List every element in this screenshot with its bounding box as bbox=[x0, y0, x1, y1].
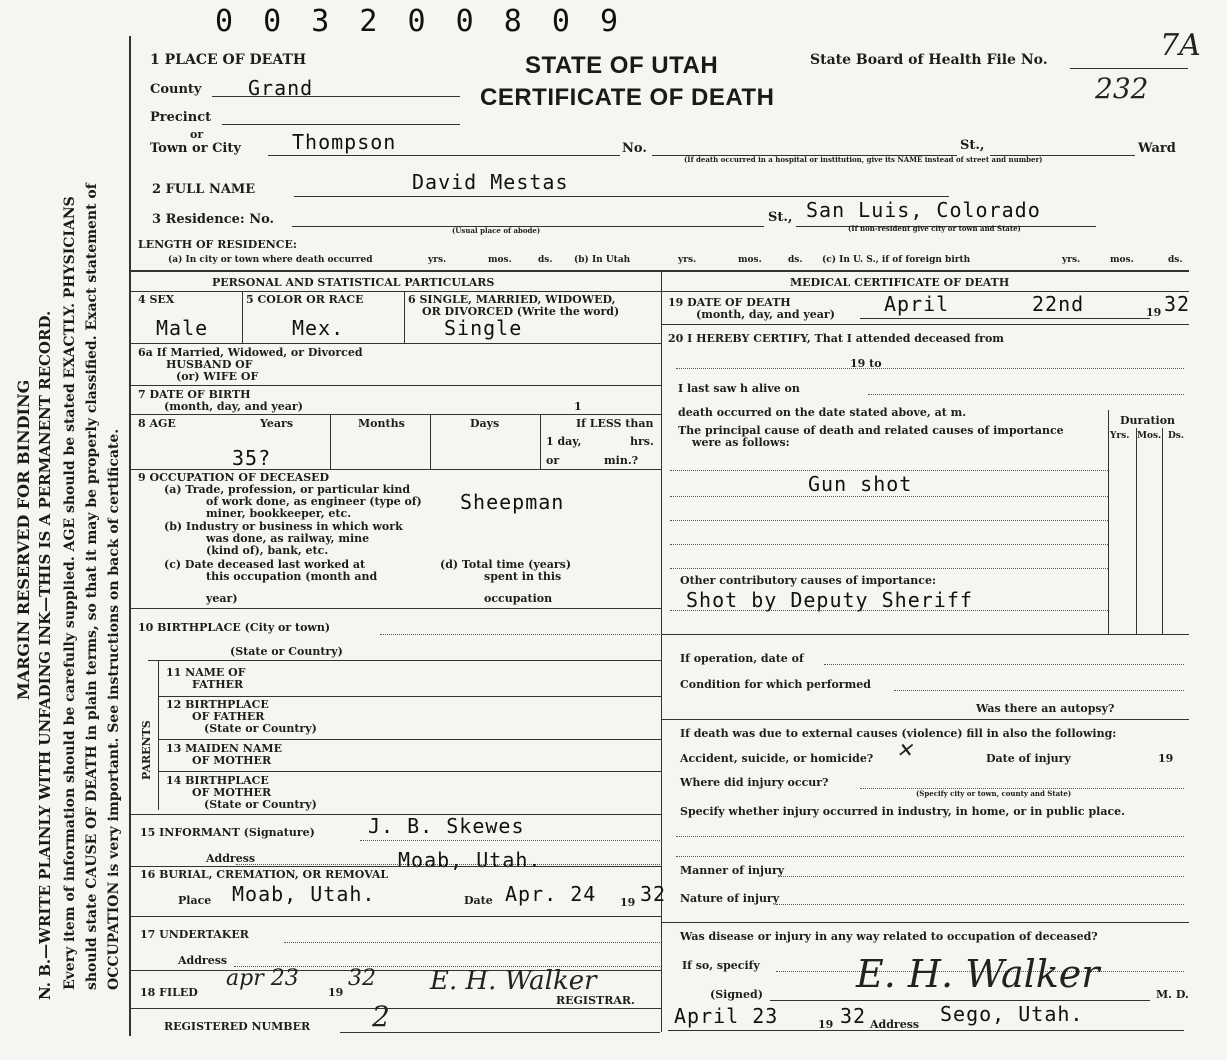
accident-label: Accident, suicide, or homicide? bbox=[680, 752, 874, 765]
state-title: STATE OF UTAH bbox=[525, 52, 719, 79]
residence-value: San Luis, Colorado bbox=[806, 198, 1041, 222]
board-file-value: 232 bbox=[1095, 72, 1149, 105]
burial-label: 16 BURIAL, CREMATION, OR REMOVAL bbox=[140, 868, 389, 881]
town-value: Thompson bbox=[292, 130, 397, 154]
day-label: 1 day, bbox=[546, 435, 582, 448]
length-b-label: (b) In Utah bbox=[574, 255, 631, 265]
last-saw-label: I last saw h alive on bbox=[678, 382, 800, 395]
injury-date-label: Date of injury bbox=[986, 752, 1071, 765]
burial-nineteen: 19 bbox=[620, 896, 636, 909]
length-b-mos: mos. bbox=[738, 255, 762, 265]
spouse-label-2: HUSBAND OF bbox=[166, 358, 253, 371]
sex-value: Male bbox=[156, 316, 209, 340]
months-label: Months bbox=[358, 417, 405, 430]
autopsy-label: Was there an autopsy? bbox=[976, 702, 1115, 715]
injury-date-nineteen: 19 bbox=[1158, 752, 1174, 765]
registrar-label: REGISTRAR. bbox=[556, 994, 635, 1007]
color-value: Mex. bbox=[292, 316, 345, 340]
hospital-note: (If death occurred in a hospital or institution, give its NAME instead of street and number) bbox=[684, 155, 1043, 164]
full-name-label: 2 FULL NAME bbox=[152, 182, 256, 197]
signed-date: April 23 bbox=[674, 1004, 779, 1028]
county-value: Grand bbox=[248, 76, 314, 100]
cause-label-1: The principal cause of death and related causes of importance bbox=[678, 424, 1064, 437]
occupation-a-1: (a) Trade, profession, or particular kind bbox=[164, 483, 411, 496]
duration-label: Duration bbox=[1120, 414, 1176, 427]
dod-label-1: 19 DATE OF DEATH bbox=[668, 296, 791, 309]
county-label: County bbox=[150, 82, 202, 97]
marital-value: Single bbox=[444, 316, 523, 340]
length-c-ds: ds. bbox=[1168, 255, 1183, 265]
if-so-label: If so, specify bbox=[682, 959, 760, 972]
residence-note-nonresident: (If non-resident give city or town and State) bbox=[848, 224, 1021, 233]
length-a-ds: ds. bbox=[538, 255, 553, 265]
occupation-b-2: was done, as railway, mine bbox=[206, 532, 370, 545]
mother-birthplace-label-2: OF MOTHER bbox=[192, 786, 272, 799]
filed-year-value: 32 bbox=[348, 966, 376, 991]
undertaker-label: 17 UNDERTAKER bbox=[140, 928, 249, 941]
place-of-death-label: 1 PLACE OF DEATH bbox=[150, 52, 307, 68]
hrs-label: hrs. bbox=[630, 435, 654, 448]
informant-value: J. B. Skewes bbox=[368, 814, 525, 838]
burial-year: 32 bbox=[640, 882, 667, 906]
margin-ink-note: N. B.—WRITE PLAINLY WITH UNFADING INK—THIS IS A PERMANENT RECORD. bbox=[36, 310, 54, 1000]
filed-nineteen: 19 bbox=[328, 986, 344, 999]
board-file-label: State Board of Health File No. bbox=[810, 52, 1048, 68]
where-note: (Specify city or town, county and State) bbox=[916, 789, 1072, 798]
father-birthplace-label-1: 12 BIRTHPLACE bbox=[166, 698, 269, 711]
occupation-c-1: (c) Date deceased last worked at bbox=[164, 558, 366, 571]
occupation-d-2: spent in this bbox=[484, 570, 562, 583]
number-label: No. bbox=[622, 141, 647, 156]
informant-label: 15 INFORMANT (Signature) bbox=[140, 826, 315, 839]
registered-number-value: 2 bbox=[372, 1000, 390, 1033]
burial-place-value: Moab, Utah. bbox=[232, 882, 376, 906]
age-value: 35? bbox=[232, 446, 272, 470]
duration-yrs: Yrs. bbox=[1110, 431, 1130, 441]
undertaker-address-label: Address bbox=[178, 954, 228, 967]
contributory-label: Other contributory causes of importance: bbox=[680, 574, 937, 587]
sex-label: 4 SEX bbox=[138, 293, 175, 306]
md-label: M. D. bbox=[1156, 988, 1189, 1001]
certify-label: 20 I HEREBY CERTIFY, That I attended deceased from bbox=[668, 332, 1004, 345]
dob-mark: 1 bbox=[574, 400, 582, 413]
dod-label-2: (month, day, and year) bbox=[696, 308, 835, 321]
color-label: 5 COLOR OR RACE bbox=[246, 293, 364, 306]
cause-label-2: were as follows: bbox=[692, 436, 790, 449]
physician-signature: E. H. Walker bbox=[856, 952, 1100, 996]
signed-label: (Signed) bbox=[710, 988, 763, 1001]
duration-ds: Ds. bbox=[1168, 431, 1185, 441]
dod-year-prefix: 19 bbox=[1146, 306, 1162, 319]
mother-name-label-2: OF MOTHER bbox=[192, 754, 272, 767]
length-b-yrs: yrs. bbox=[678, 255, 697, 265]
street-label: St., bbox=[960, 138, 985, 153]
min-label: min.? bbox=[604, 454, 639, 467]
occupation-c-3: year) bbox=[206, 592, 238, 605]
registrar-signature: E. H. Walker bbox=[430, 966, 597, 996]
dod-year: 32 bbox=[1164, 292, 1191, 316]
burial-place-label: Place bbox=[178, 894, 212, 907]
occupation-d-3: occupation bbox=[484, 592, 553, 605]
where-injury-label: Where did injury occur? bbox=[680, 776, 829, 789]
dod-day: 22nd bbox=[1032, 292, 1085, 316]
occupation-c-2: this occupation (month and bbox=[206, 570, 378, 583]
mother-birthplace-label-1: 14 BIRTHPLACE bbox=[166, 774, 269, 787]
age-label: 8 AGE bbox=[138, 417, 176, 430]
occupation-b-3: (kind of), bank, etc. bbox=[206, 544, 329, 557]
duration-mos: Mos. bbox=[1137, 431, 1162, 441]
marital-label-2: OR DIVORCED (Write the word) bbox=[422, 305, 620, 318]
occupation-b-1: (b) Industry or business in which work bbox=[164, 520, 403, 533]
burial-date-label: Date bbox=[464, 894, 493, 907]
informant-address-label: Address bbox=[206, 852, 256, 865]
personal-header: PERSONAL AND STATISTICAL PARTICULARS bbox=[212, 276, 495, 289]
certify-to-label: 19 to bbox=[850, 357, 882, 370]
town-label: Town or City bbox=[150, 141, 241, 156]
length-c-mos: mos. bbox=[1110, 255, 1134, 265]
margin-instructions-1: Every item of information should be carefully supplied. AGE should be stated EXACTLY. PHYSICIANS bbox=[62, 196, 78, 990]
dob-label-2: (month, day, and year) bbox=[164, 400, 303, 413]
physician-address: Sego, Utah. bbox=[940, 1002, 1084, 1026]
occupation-d-1: (d) Total time (years) bbox=[440, 558, 572, 571]
contributory-value: Shot by Deputy Sheriff bbox=[686, 588, 973, 612]
occupation-value: Sheepman bbox=[460, 490, 565, 514]
birthplace-state-label: (State or Country) bbox=[230, 645, 343, 658]
nature-label: Nature of injury bbox=[680, 892, 780, 905]
father-birthplace-label-2: OF FATHER bbox=[192, 710, 265, 723]
length-b-ds: ds. bbox=[788, 255, 803, 265]
file-number-stamp: 0 0 3 2 0 0 8 0 9 bbox=[215, 4, 625, 39]
length-a-mos: mos. bbox=[488, 255, 512, 265]
physician-address-label: Address bbox=[870, 1018, 920, 1031]
board-file-value-top: 7A bbox=[1160, 28, 1201, 63]
related-label: Was disease or injury in any way related to occupation of deceased? bbox=[680, 930, 1098, 943]
less-than-label: If LESS than bbox=[576, 417, 654, 430]
length-residence-label: LENGTH OF RESIDENCE: bbox=[138, 238, 297, 251]
length-a-yrs: yrs. bbox=[428, 255, 447, 265]
residence-st-label: St., bbox=[768, 210, 793, 225]
residence-note-abode: (Usual place of abode) bbox=[452, 226, 541, 235]
length-a-label: (a) In city or town where death occurred bbox=[168, 255, 373, 265]
occurred-label: death occurred on the date stated above, at m. bbox=[678, 406, 967, 419]
length-c-yrs: yrs. bbox=[1062, 255, 1081, 265]
occupation-a-2: of work done, as engineer (type of) bbox=[206, 495, 422, 508]
birthplace-label: 10 BIRTHPLACE (City or town) bbox=[138, 621, 331, 634]
occupation-a-3: miner, bookkeeper, etc. bbox=[206, 507, 352, 520]
manner-label: Manner of injury bbox=[680, 864, 785, 877]
parents-label: PARENTS bbox=[140, 720, 153, 780]
full-name-value: David Mestas bbox=[412, 170, 569, 194]
center-divider bbox=[661, 272, 662, 1032]
certificate-title: CERTIFICATE OF DEATH bbox=[480, 84, 775, 111]
length-c-label: (c) In U. S., if of foreign birth bbox=[822, 255, 971, 265]
medical-header: MEDICAL CERTIFICATE OF DEATH bbox=[790, 276, 1010, 289]
filed-date-value: apr 23 bbox=[226, 966, 299, 991]
father-name-label-1: 11 NAME OF bbox=[166, 666, 246, 679]
left-border bbox=[129, 36, 131, 1036]
signed-year: 32 bbox=[840, 1004, 867, 1028]
informant-address-value: Moab, Utah. bbox=[398, 848, 542, 872]
or-label: or bbox=[190, 128, 204, 141]
mother-name-label-1: 13 MAIDEN NAME bbox=[166, 742, 282, 755]
ward-label: Ward bbox=[1138, 141, 1176, 156]
dob-label-1: 7 DATE OF BIRTH bbox=[138, 388, 251, 401]
mother-birthplace-label-3: (State or Country) bbox=[204, 798, 317, 811]
or-min-label: or bbox=[546, 454, 560, 467]
margin-instructions-2: should state CAUSE OF DEATH in plain terms, so that it may be properly classified. Exact statement of bbox=[84, 183, 100, 990]
father-name-label-2: FATHER bbox=[192, 678, 244, 691]
margin-binding-note: MARGIN RESERVED FOR BINDING bbox=[14, 379, 33, 700]
external-label: If death was due to external causes (violence) fill in also the following: bbox=[680, 727, 1117, 740]
signed-nineteen: 19 bbox=[818, 1018, 834, 1031]
cause-value: Gun shot bbox=[808, 472, 913, 496]
father-birthplace-label-3: (State or Country) bbox=[204, 722, 317, 735]
years-label: Years bbox=[260, 417, 294, 430]
days-label: Days bbox=[470, 417, 500, 430]
dod-month: April bbox=[884, 292, 950, 316]
precinct-label: Precinct bbox=[150, 110, 212, 125]
marital-label-1: 6 SINGLE, MARRIED, WIDOWED, bbox=[408, 293, 616, 306]
occupation-label: 9 OCCUPATION OF DECEASED bbox=[138, 471, 330, 484]
spouse-label-1: 6a If Married, Widowed, or Divorced bbox=[138, 346, 363, 359]
margin-instructions-3: OCCUPATION is very important. See instructions on back of certificate. bbox=[106, 428, 122, 990]
accident-mark: ✕ bbox=[896, 738, 913, 762]
spouse-label-3: (or) WIFE OF bbox=[176, 370, 259, 383]
filed-label: 18 FILED bbox=[140, 986, 198, 999]
condition-label: Condition for which performed bbox=[680, 678, 871, 691]
burial-date-value: Apr. 24 bbox=[505, 882, 597, 906]
residence-label: 3 Residence: No. bbox=[152, 212, 275, 227]
operation-label: If operation, date of bbox=[680, 652, 804, 665]
registered-number-label: REGISTERED NUMBER bbox=[164, 1020, 311, 1033]
specify-injury-label: Specify whether injury occurred in industry, in home, or in public place. bbox=[680, 805, 1125, 818]
